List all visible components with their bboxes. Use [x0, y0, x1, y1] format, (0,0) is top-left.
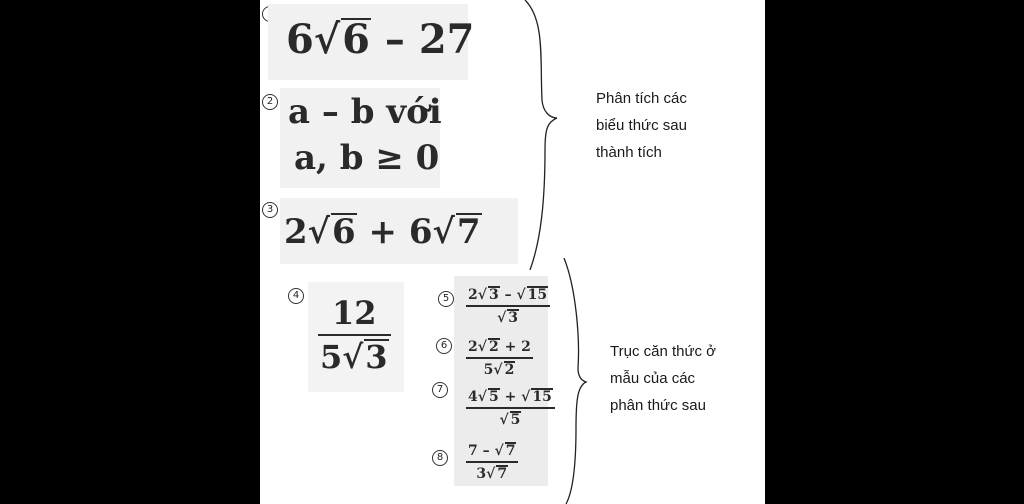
- exercise-2: a – b với a, b ≥ 0: [280, 88, 440, 188]
- exercise-number: 7: [432, 382, 448, 398]
- exercise-number: 6: [436, 338, 452, 354]
- exercise-4: 12 5√3: [308, 282, 404, 392]
- instruction-group-2: Trục căn thức ở mẫu của các phân thức sau: [610, 343, 717, 414]
- exercise-5: 2√ 3 – √ 15 √ 3: [466, 286, 550, 326]
- brace-icon: [515, 0, 565, 270]
- exercise-number: 4: [288, 288, 304, 304]
- exercise-number: 8: [432, 450, 448, 466]
- worksheet-page: [260, 0, 765, 504]
- exercise-6: 2√ 2 + 2 5√ 2: [468, 339, 531, 378]
- instruction-group-1: Phân tích các biểu thức sau thành tích: [596, 90, 687, 161]
- exercise-1: 6√6 – 27: [268, 4, 468, 80]
- exercise-8: 7 – √ 7 3√ 7: [466, 442, 518, 482]
- exercise-number: 5: [438, 291, 454, 307]
- exercise-number: 2: [262, 94, 278, 110]
- exercise-3: 2√6 + 6√7: [280, 198, 518, 264]
- brace-icon: [550, 258, 600, 504]
- exercise-number: 3: [262, 202, 278, 218]
- exercise-7: 4√ 5 + √ 15 √ 5: [466, 388, 555, 428]
